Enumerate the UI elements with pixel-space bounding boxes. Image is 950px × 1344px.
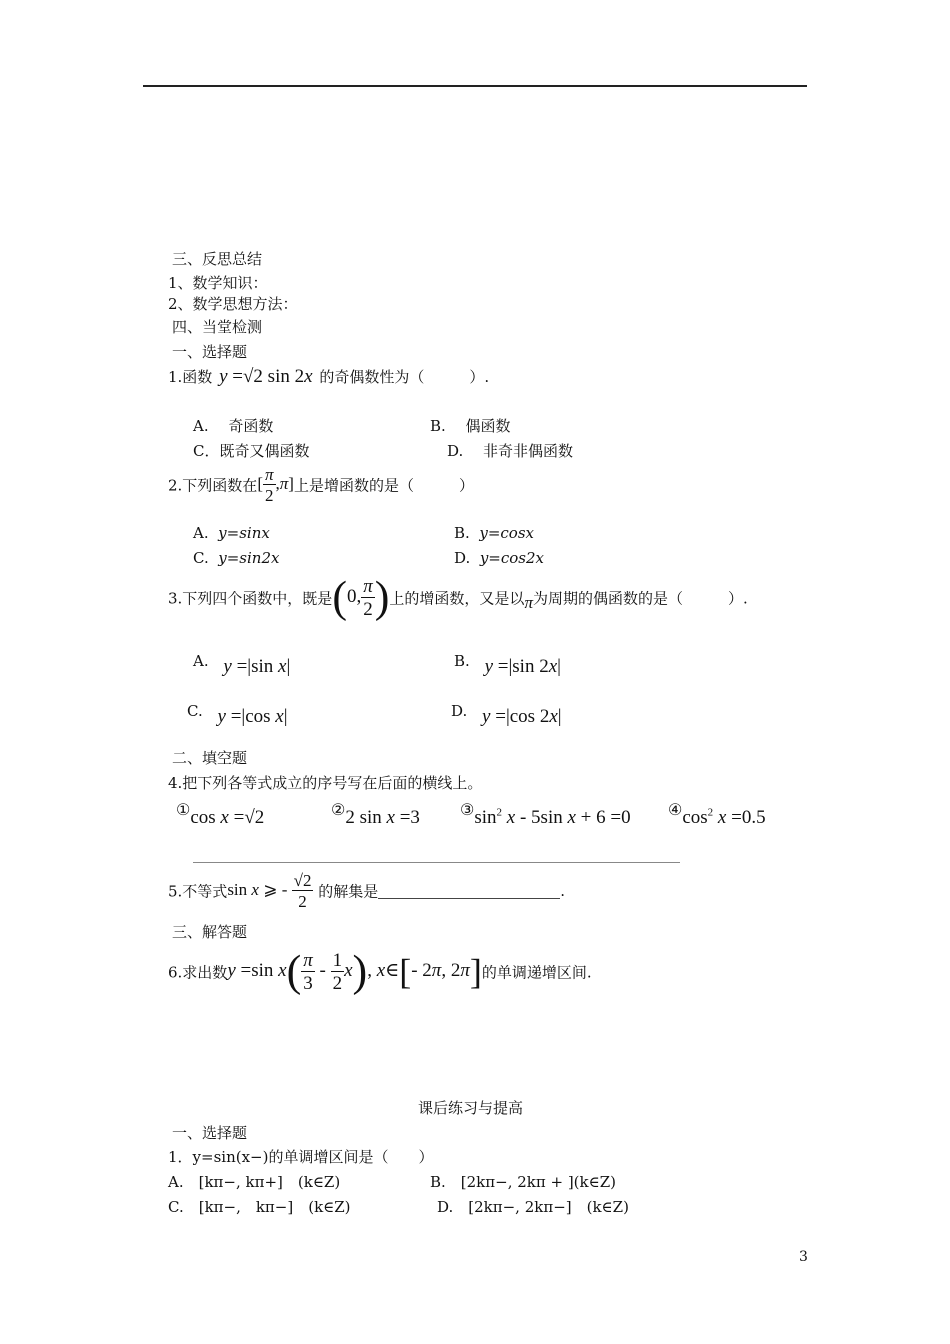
after-q1-option-d: D. [2kπ−, 2kπ−] (k∈Z): [437, 1198, 629, 1216]
q3-option-b: [454, 652, 561, 677]
q5-end: .: [560, 882, 566, 900]
q2-d-label: D.: [454, 549, 471, 567]
q4-answer-line[interactable]: [193, 862, 680, 863]
q3-option-a: [193, 652, 291, 677]
q5-formula: sin x ⩾ - $\frac{√2}{2}$: [227, 871, 312, 911]
q1-stem: [168, 366, 489, 388]
q2-option-b: [454, 524, 534, 542]
q3-d-formula: y =|cos 2x|: [482, 706, 562, 727]
after-section-choice: 一、选择题: [172, 1124, 248, 1142]
q4-eq3: [460, 800, 631, 829]
q4-eq3-formula: $\sin^2 x - 5\sin$ x + 6 =0: [474, 806, 631, 828]
q4-eq1-formula: cos x =√2: [190, 807, 265, 828]
q6-formula: y =sin x( $\frac{\pi}{3}$ - $\frac{1}{2}$ x), x∈[- 2π, 2π]: [227, 947, 482, 996]
q2-option-a: [193, 524, 270, 542]
q4-marker-1: ①: [176, 800, 191, 819]
q2-b-expr: y=cosx: [479, 524, 534, 542]
page-number: 3: [799, 1249, 808, 1265]
q3-option-c: [187, 702, 288, 727]
q4-eq2-formula: 2 sin x =3: [345, 807, 420, 828]
q4-marker-3: ③: [460, 800, 475, 819]
section-test: 四、当堂检测: [172, 318, 263, 336]
q1-option-a: A. 奇函数: [193, 417, 274, 435]
q2-stem: [168, 466, 474, 504]
q2-d-expr: y=cos2x: [479, 549, 544, 567]
q2-a-expr: y=sinx: [218, 524, 270, 542]
q1-option-b: B. 偶函数: [430, 417, 511, 435]
q6-prefix: 6.求出数: [168, 963, 228, 982]
q3-prefix: 3.下列四个函数中，既是: [168, 589, 333, 608]
q3-b-formula: y =|sin 2x|: [484, 656, 561, 677]
after-q1-option-c: C. [kπ−, kπ−] (k∈Z): [168, 1198, 351, 1216]
q3-interval: (0, $\frac{\pi}{2}$ ): [332, 573, 390, 622]
section-fill: 二、填空题: [172, 749, 248, 767]
q2-prefix: 2.下列函数在: [168, 476, 258, 495]
q3-middle: 上的增函数，又是以: [389, 589, 525, 608]
q3-a-formula: y =|sin x|: [223, 656, 291, 677]
q2-c-expr: y=sin2x: [218, 549, 280, 567]
q4-stem: 4.把下列各等式成立的序号写在后面的横线上。: [168, 774, 483, 792]
q4-marker-4: ④: [668, 800, 683, 819]
header-rule: [143, 85, 807, 87]
q2-option-d: [454, 549, 544, 567]
q6-suffix: 的单调递增区间.: [481, 963, 592, 982]
q5-prefix: 5.不等式: [168, 882, 228, 901]
after-q1-option-b: B. [2kπ−, 2kπ + ](k∈Z): [430, 1173, 617, 1191]
math-knowledge-line: 1、数学知识：: [168, 274, 268, 292]
section-answer: 三、解答题: [172, 923, 248, 941]
q3-a-label: A.: [193, 652, 209, 670]
section-reflection: 三、反思总结: [172, 250, 263, 268]
q1-option-d: D. 非奇非偶函数: [447, 442, 574, 460]
q1-prefix: 1.函数: [168, 368, 213, 386]
q3-option-d: [451, 702, 562, 727]
q2-suffix: 上是增函数的是（ ）: [293, 476, 474, 495]
q4-eq2: [331, 800, 420, 829]
q3-stem: [168, 573, 748, 622]
q5-suffix: 的解集是: [318, 882, 379, 901]
math-methods-line: 2、数学思想方法：: [168, 295, 298, 313]
q4-eq4-formula: $\cos^2 x =0.5$: [682, 806, 766, 828]
q2-a-label: A.: [193, 524, 209, 542]
q2-option-c: [193, 549, 279, 567]
q6-stem: [168, 947, 592, 996]
q5-stem: [168, 872, 565, 910]
q3-b-label: B.: [454, 652, 470, 670]
after-q1-option-a: A. [kπ−, kπ+] (k∈Z): [168, 1173, 341, 1191]
q1-formula: y =√2 sin 2x: [219, 366, 313, 387]
section-choice: 一、选择题: [172, 343, 248, 361]
q2-b-label: B.: [454, 524, 470, 542]
q1-suffix: 的奇偶数性为（ ）.: [319, 368, 490, 386]
q3-d-label: D.: [451, 702, 468, 720]
after-class-title: 课后练习与提高: [418, 1099, 524, 1117]
after-q1-stem: 1．y=sin(x−)的单调增区间是（ ）: [168, 1148, 434, 1166]
q3-c-formula: y =|cos x|: [217, 706, 288, 727]
q3-c-label: C.: [187, 702, 203, 720]
q4-eq1: [176, 800, 264, 829]
q1-option-c: C．既奇又偶函数: [193, 442, 310, 460]
q4-eq4: [668, 800, 766, 829]
q3-suffix: 为周期的偶函数的是（ ）.: [532, 589, 748, 608]
q2-interval: [ $\frac{\pi}{2}$ ,π]: [257, 465, 294, 505]
q4-marker-2: ②: [331, 800, 346, 819]
q3-pi: π: [524, 593, 533, 612]
q2-c-label: C.: [193, 549, 209, 567]
q5-answer-blank[interactable]: [378, 884, 560, 899]
